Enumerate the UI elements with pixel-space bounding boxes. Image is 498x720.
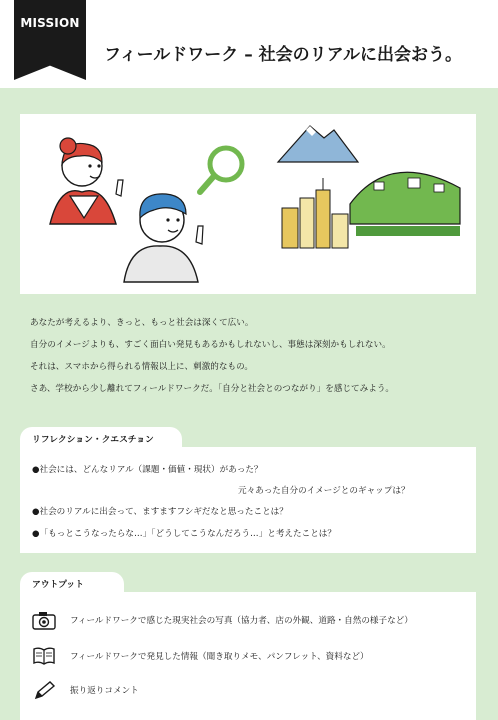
mission-label: MISSION — [20, 16, 80, 30]
girl-figure — [50, 138, 123, 224]
boy-figure — [124, 194, 203, 282]
question-1: ●社会には、どんなリアル（課題・価値・現状）があった？ — [32, 465, 263, 475]
intro-line: さあ、学校から少し離れてフィールドワークだ。「自分と社会とのつながり」を感じてみよう。 — [30, 384, 395, 394]
intro-line: それは、スマホから得られる情報以上に、刺激的なもの。 — [30, 362, 253, 372]
intro-text — [30, 318, 470, 406]
output-heading: アウトプット — [20, 572, 124, 596]
output-item — [32, 610, 413, 630]
question-3: ●「もっとこうなったらな…」「どうしてこうなんだろう…」と考えたことは？ — [32, 529, 336, 539]
output-item-text: フィールドワークで発見した情報（聞き取りメモ、パンフレット、資料など） — [70, 652, 369, 662]
magnifier-icon — [200, 148, 242, 192]
illustration-card — [20, 114, 476, 294]
reflection-heading: リフレクション・クエスチョン — [20, 427, 182, 451]
output-item — [32, 646, 369, 666]
reflection-panel — [20, 447, 476, 553]
output-item-text: 振り返りコメント — [70, 686, 139, 696]
question-1b: 元々あった自分のイメージとのギャップは？ — [238, 486, 410, 496]
output-item — [32, 680, 139, 700]
mountain-icon — [278, 126, 358, 162]
intro-line: 自分のイメージよりも、すごく面白い発見もあるかもしれないし、事態は深刻かもしれない。 — [30, 340, 391, 350]
intro-line: あなたが考えるより、きっと、もっと社会は深くて広い。 — [30, 318, 254, 328]
pencil-icon — [32, 680, 56, 700]
city-icon — [282, 178, 348, 248]
output-item-text: フィールドワークで感じた現実社会の写真（協力者、店の外観、道路・自然の様子など） — [70, 616, 413, 626]
question-2: ●社会のリアルに出会って、ますますフシギだなと思ったことは？ — [32, 507, 288, 517]
village-icon — [350, 172, 460, 236]
fieldwork-illustration — [20, 114, 476, 294]
page-title: フィールドワーク – 社会のリアルに出会おう。 — [104, 45, 462, 65]
book-icon — [32, 646, 56, 666]
camera-icon — [32, 610, 56, 630]
output-panel — [20, 592, 476, 720]
